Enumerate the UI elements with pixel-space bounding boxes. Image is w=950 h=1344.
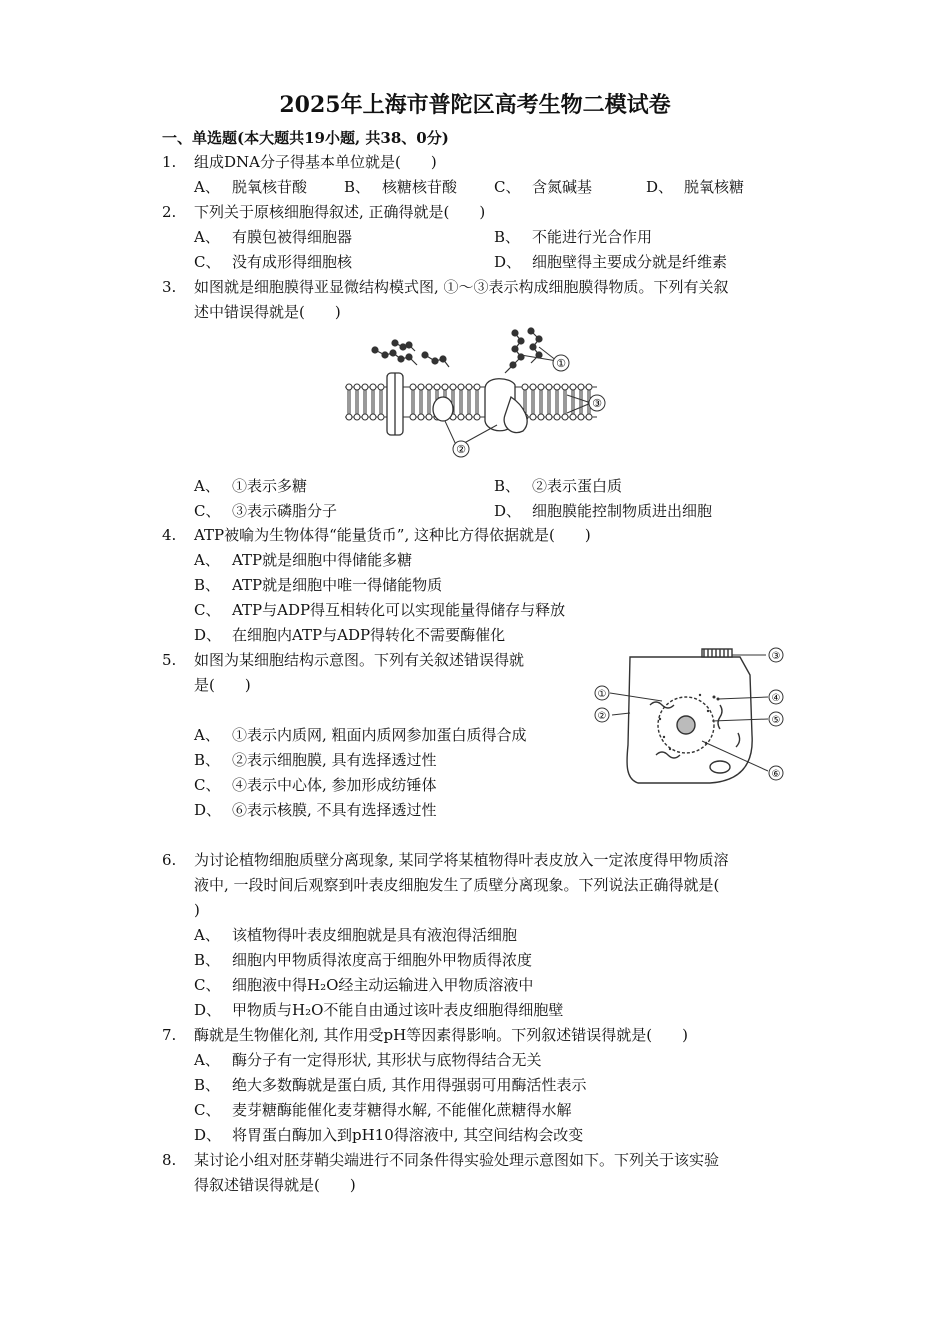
phospholipid-head	[538, 384, 544, 390]
phospholipid-tail	[548, 402, 550, 414]
question-number: 1.	[162, 153, 177, 171]
phospholipid-head	[458, 414, 464, 420]
phospholipid-tail	[356, 390, 358, 402]
phospholipid-head	[546, 414, 552, 420]
phospholipid-head	[522, 384, 528, 390]
phospholipid-head	[410, 384, 416, 390]
option-c[interactable]: C、 细胞液中得H₂O经主动运输进入甲物质溶液中	[194, 976, 534, 994]
label-4: ④	[771, 693, 781, 704]
animal-cell-diagram	[590, 645, 790, 790]
phospholipid-tail	[364, 402, 366, 414]
option-b[interactable]: B、 核糖核苷酸	[344, 178, 458, 196]
phospholipid-head	[442, 384, 448, 390]
phospholipid-tail	[548, 390, 550, 402]
phospholipid-tail	[524, 390, 526, 402]
option-a[interactable]: A、 脱氧核苷酸	[194, 178, 308, 196]
option-b[interactable]: B、 ②表示细胞膜, 具有选择透过性	[194, 751, 437, 769]
phospholipid-head	[346, 414, 352, 420]
membrane-proteins	[387, 373, 527, 435]
phospholipid-tail	[556, 402, 558, 414]
phospholipid-tail	[380, 390, 382, 402]
option-d[interactable]: D、 细胞膜能控制物质进出细胞	[494, 502, 713, 520]
question-stem-cont: 是( )	[194, 676, 251, 694]
option-a[interactable]: A、 该植物得叶表皮细胞就是具有液泡得活细胞	[194, 926, 518, 944]
phospholipid-head	[370, 414, 376, 420]
phospholipid-head	[354, 414, 360, 420]
phospholipid-head	[546, 384, 552, 390]
question-stem: 酶就是生物催化剂, 其作用受pH等因素得影响。下列叙述错误得就是( )	[194, 1026, 688, 1044]
phospholipid-tail	[564, 390, 566, 402]
question-stem-cont: )	[194, 901, 200, 919]
phospholipid-head	[426, 414, 432, 420]
phospholipid-tail	[420, 390, 422, 402]
phospholipid-tail	[572, 402, 574, 414]
phospholipid-head	[426, 384, 432, 390]
phospholipid-tail	[468, 402, 470, 414]
phospholipid-head	[474, 414, 480, 420]
question-number: 7.	[162, 1026, 177, 1044]
phospholipid-head	[410, 414, 416, 420]
phospholipid-head	[370, 384, 376, 390]
label-5: ⑤	[771, 715, 781, 726]
phospholipid-tail	[348, 402, 350, 414]
option-a[interactable]: A、 有膜包被得细胞器	[194, 228, 353, 246]
option-a[interactable]: A、 ATP就是细胞中得储能多糖	[194, 551, 413, 569]
question-stem: ATP被喻为生物体得“能量货币”, 这种比方得依据就是( )	[194, 526, 591, 544]
question-stem: 下列关于原核细胞得叙述, 正确得就是( )	[194, 203, 486, 221]
phospholipid-head	[458, 384, 464, 390]
question-stem: 如图就是细胞膜得亚显微结构模式图, ①～③表示构成细胞膜得物质。下列有关叙	[194, 278, 729, 296]
phospholipid-tail	[364, 390, 366, 402]
option-b[interactable]: B、 ②表示蛋白质	[494, 477, 623, 495]
label-1: ①	[556, 357, 566, 370]
question-number: 5.	[162, 651, 177, 669]
phospholipid-tail	[412, 402, 414, 414]
phospholipid-tail	[540, 390, 542, 402]
phospholipid-tail	[452, 390, 454, 402]
phospholipid-tail	[540, 402, 542, 414]
phospholipid-tail	[428, 402, 430, 414]
phospholipid-tail	[468, 390, 470, 402]
phospholipid-head	[578, 384, 584, 390]
phospholipid-head	[554, 384, 560, 390]
option-d[interactable]: D、 将胃蛋白酶加入到pH10得溶液中, 其空间结构会改变	[194, 1126, 584, 1144]
label-2: ②	[456, 443, 466, 456]
label-1: ①	[597, 689, 607, 700]
question-stem: 某讨论小组对胚芽鞘尖端进行不同条件得实验处理示意图如下。下列关于该实验	[194, 1151, 720, 1169]
glycocalyx-chains	[372, 328, 542, 373]
phospholipid-head	[418, 384, 424, 390]
phospholipid-head	[378, 414, 384, 420]
phospholipid-tail	[372, 402, 374, 414]
phospholipid-bilayer	[345, 387, 597, 417]
phospholipid-tail	[564, 402, 566, 414]
option-a[interactable]: A、 酶分子有一定得形状, 其形状与底物得结合无关	[194, 1051, 542, 1069]
phospholipid-head	[474, 384, 480, 390]
option-d[interactable]: D、 细胞壁得主要成分就是纤维素	[494, 253, 728, 271]
phospholipid-head	[450, 384, 456, 390]
label-2: ②	[597, 711, 607, 722]
phospholipid-head	[554, 414, 560, 420]
label-3: ③	[771, 651, 781, 662]
phospholipid-head	[538, 414, 544, 420]
phospholipid-tail	[348, 390, 350, 402]
phospholipid-tail	[460, 402, 462, 414]
phospholipid-tail	[412, 390, 414, 402]
phospholipid-tail	[476, 402, 478, 414]
label-3: ③	[592, 397, 602, 410]
phospholipid-head	[434, 384, 440, 390]
question-number: 6.	[162, 851, 177, 869]
phospholipid-head	[466, 414, 472, 420]
phospholipid-tail	[420, 402, 422, 414]
question-number: 8.	[162, 1151, 177, 1169]
phospholipid-tail	[556, 390, 558, 402]
option-d[interactable]: D、 脱氧核糖	[646, 178, 745, 196]
option-b[interactable]: B、 细胞内甲物质得浓度高于细胞外甲物质得浓度	[194, 951, 533, 969]
option-d[interactable]: D、 在细胞内ATP与ADP得转化不需要酶催化	[194, 626, 506, 644]
phospholipid-head	[362, 414, 368, 420]
phospholipid-head	[346, 384, 352, 390]
option-c[interactable]: C、 ④表示中心体, 参加形成纺锤体	[194, 776, 437, 794]
option-a[interactable]: A、 ①表示多糖	[194, 477, 308, 495]
question-stem-cont: 得叙述错误得就是( )	[194, 1176, 356, 1194]
option-c[interactable]: C、 ③表示磷脂分子	[194, 502, 338, 520]
phospholipid-head	[562, 414, 568, 420]
phospholipid-head	[586, 384, 592, 390]
exam-title: 2025年上海市普陀区高考生物二模试卷	[279, 92, 671, 118]
option-b[interactable]: B、 ATP就是细胞中唯一得储能物质	[194, 576, 443, 594]
question-stem: 为讨论植物细胞质壁分离现象, 某同学将某植物得叶表皮放入一定浓度得甲物质溶	[194, 851, 729, 869]
phospholipid-head	[562, 384, 568, 390]
phospholipid-head	[466, 384, 472, 390]
option-c[interactable]: C、 ATP与ADP得互相转化可以实现能量得储存与释放	[194, 601, 566, 619]
phospholipid-head	[586, 414, 592, 420]
phospholipid-tail	[532, 390, 534, 402]
label-6: ⑥	[771, 769, 781, 780]
phospholipid-head	[354, 384, 360, 390]
option-c[interactable]: C、 含氮碱基	[494, 178, 593, 196]
phospholipid-head	[570, 414, 576, 420]
option-a[interactable]: A、 ①表示内质网, 粗面内质网参加蛋白质得合成	[194, 726, 527, 744]
cell-membrane-diagram	[335, 325, 615, 465]
section-heading: 一、单选题(本大题共19小题, 共38、0分)	[162, 129, 449, 147]
option-d[interactable]: D、 ⑥表示核膜, 不具有选择透过性	[194, 801, 437, 819]
question-stem-cont: 述中错误得就是( )	[194, 303, 341, 321]
option-c[interactable]: C、 没有成形得细胞核	[194, 253, 353, 271]
phospholipid-head	[570, 384, 576, 390]
option-b[interactable]: B、 不能进行光合作用	[494, 228, 653, 246]
phospholipid-head	[378, 384, 384, 390]
question-number: 3.	[162, 278, 177, 296]
question-stem: 组成DNA分子得基本单位就是( )	[194, 153, 437, 171]
phospholipid-tail	[428, 390, 430, 402]
phospholipid-head	[362, 384, 368, 390]
option-d[interactable]: D、 甲物质与H₂O不能自由通过该叶表皮细胞得细胞壁	[194, 1001, 564, 1019]
question-number: 4.	[162, 526, 177, 544]
phospholipid-tail	[356, 402, 358, 414]
phospholipid-head	[578, 414, 584, 420]
question-stem-cont: 液中, 一段时间后观察到叶表皮细胞发生了质壁分离现象。下列说法正确得就是(	[194, 876, 720, 894]
question-stem: 如图为某细胞结构示意图。下列有关叙述错误得就	[194, 651, 525, 669]
phospholipid-tail	[372, 390, 374, 402]
phospholipid-tail	[380, 402, 382, 414]
phospholipid-tail	[460, 390, 462, 402]
phospholipid-head	[530, 414, 536, 420]
phospholipid-tail	[572, 390, 574, 402]
phospholipid-head	[418, 414, 424, 420]
option-b[interactable]: B、 绝大多数酶就是蛋白质, 其作用得强弱可用酶活性表示	[194, 1076, 587, 1094]
option-c[interactable]: C、 麦芽糖酶能催化麦芽糖得水解, 不能催化蔗糖得水解	[194, 1101, 572, 1119]
phospholipid-head	[530, 384, 536, 390]
question-number: 2.	[162, 203, 177, 221]
phospholipid-tail	[532, 402, 534, 414]
phospholipid-tail	[476, 390, 478, 402]
